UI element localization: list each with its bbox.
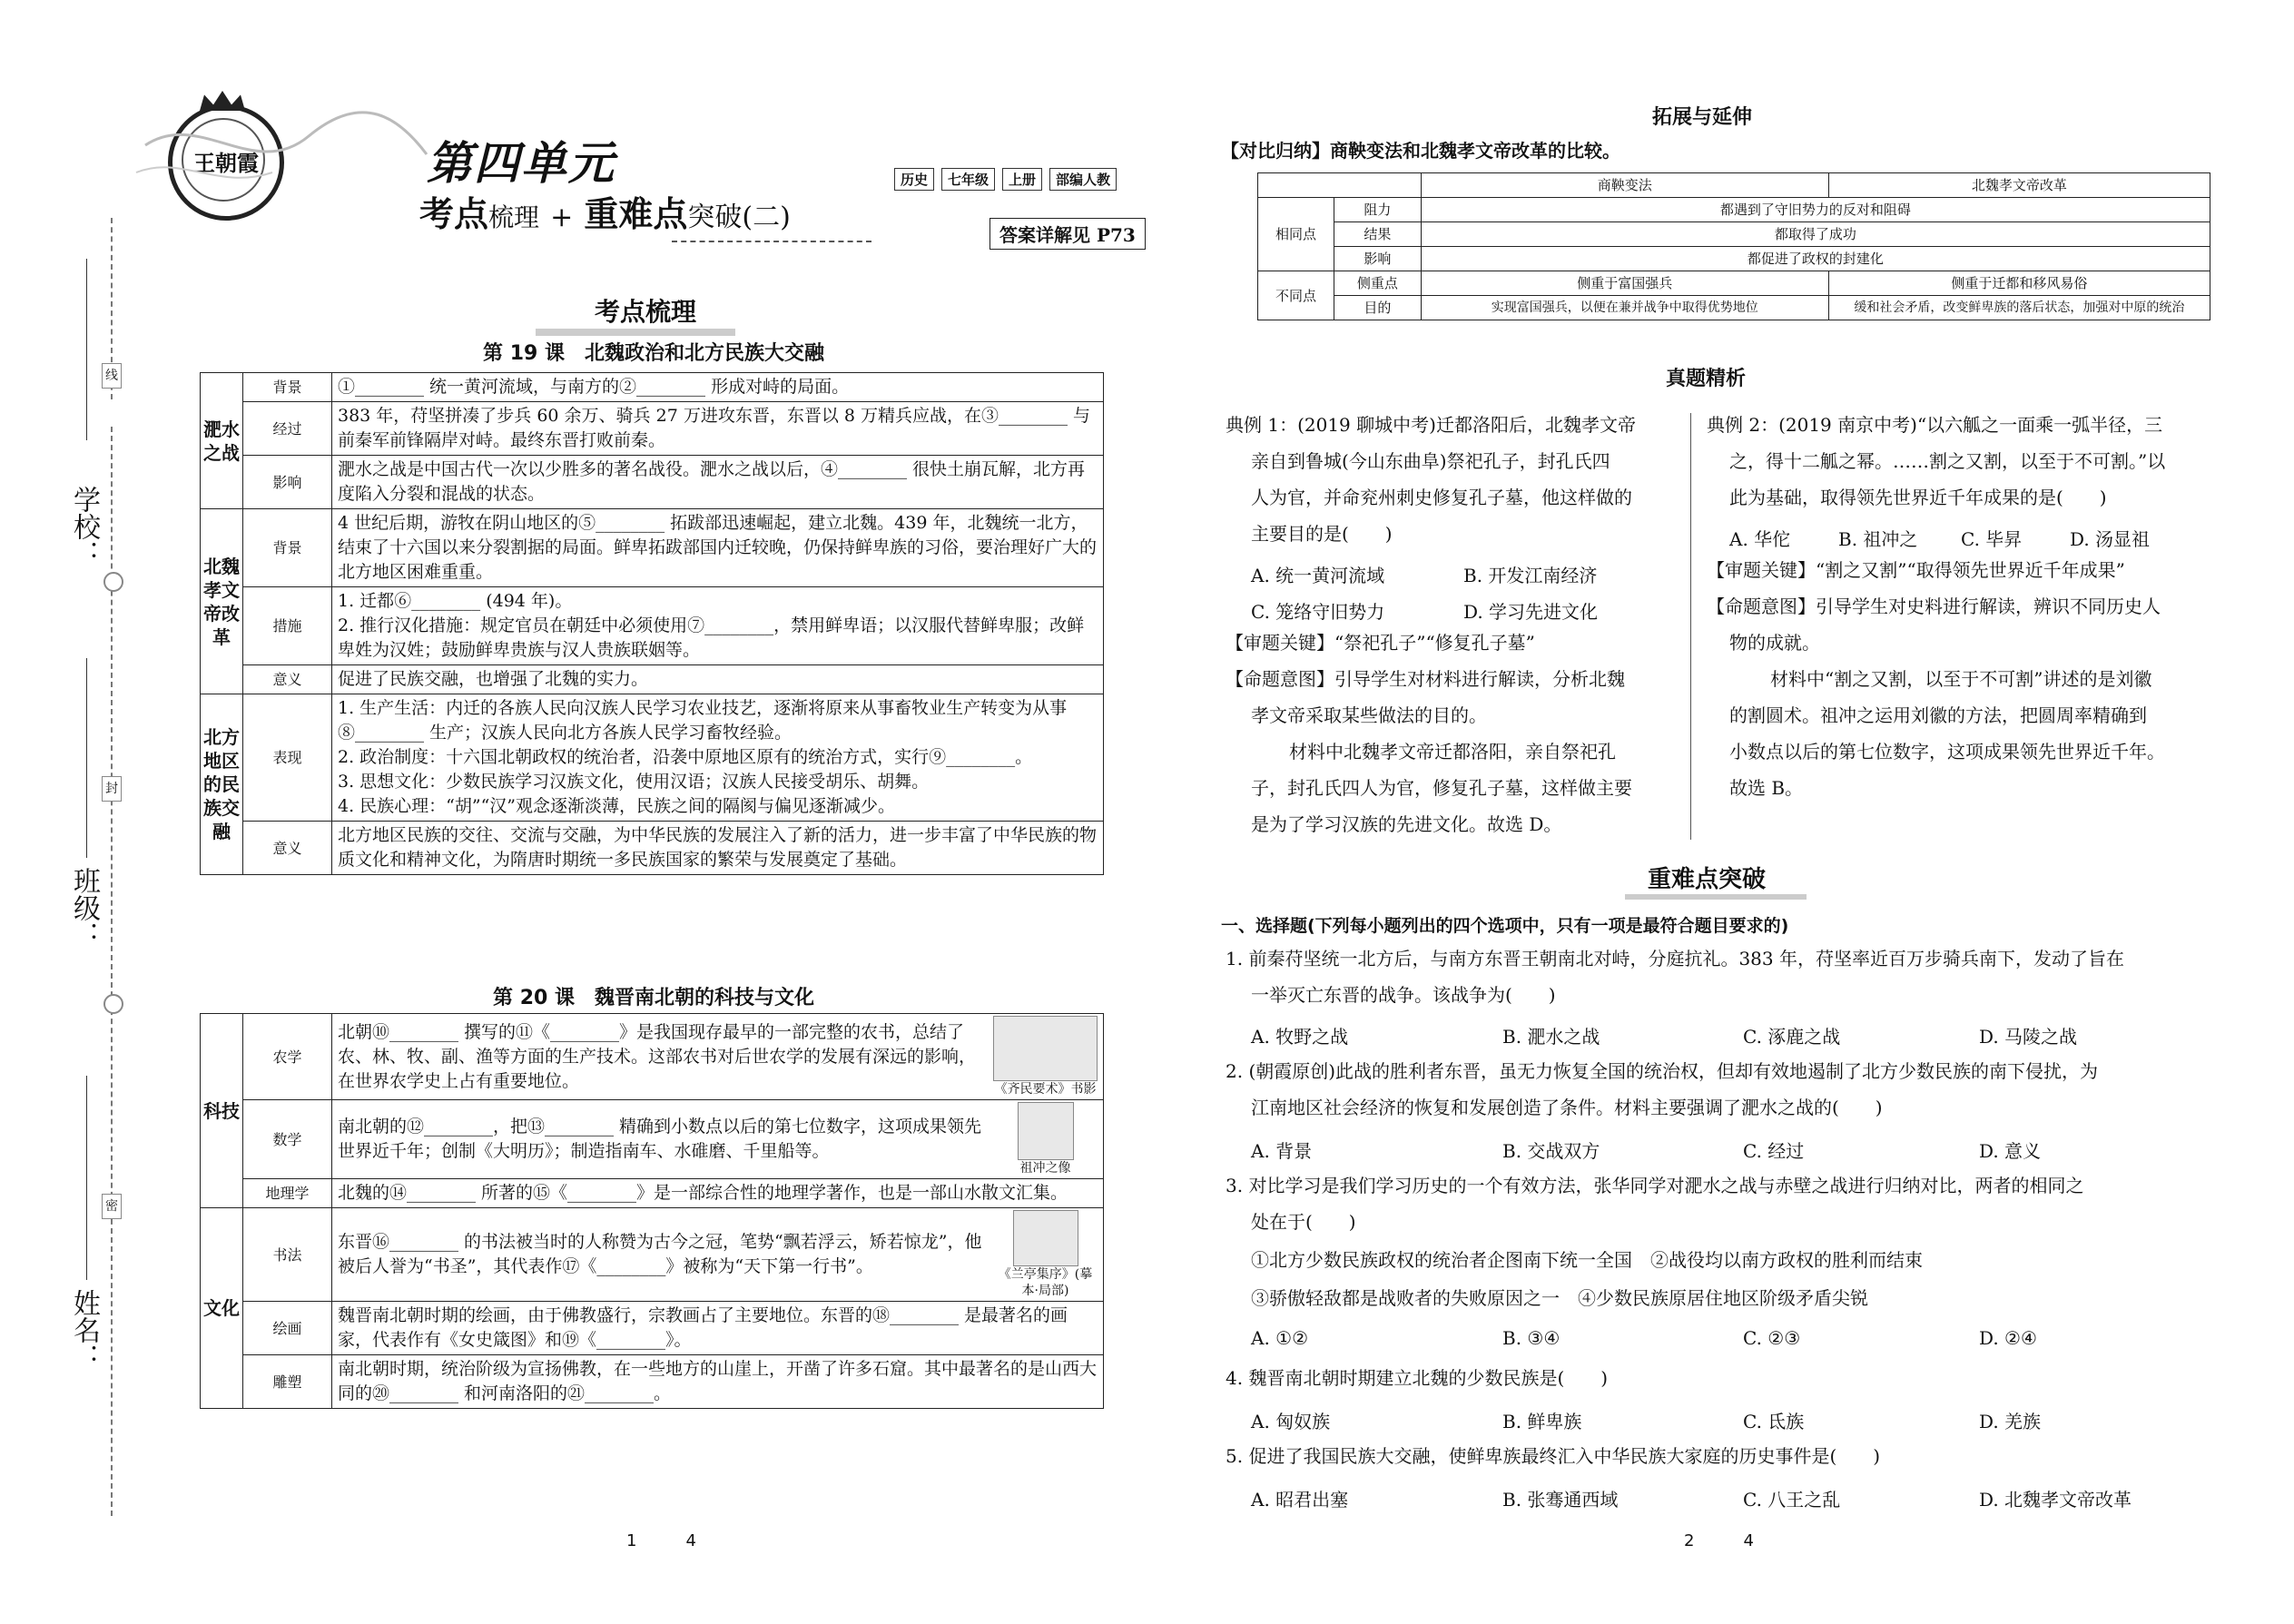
class-blank[interactable]: [86, 658, 87, 858]
table-row: [201, 509, 1104, 587]
table-row: [1258, 296, 2210, 320]
question-text: 4. 魏晋南北朝时期建立北魏的少数民族是( ): [1226, 1367, 1609, 1389]
answer-reference: 答案详解见 P73: [989, 218, 1146, 250]
table-row: [1258, 247, 2210, 271]
cell-text: 南北朝的⑫________，把⑬________ 精确到小数点以后的第七位数字，这项成果领先世界近千年；创制《大明历》；制造指南车、水碓磨、千里船等。: [338, 1117, 982, 1161]
subtitle-part: 重难点: [584, 193, 688, 234]
question-text: 5. 促进了我国民族大交融，使鲜卑族最终汇入中华民族大家庭的历史事件是( ): [1226, 1445, 1881, 1467]
option-b[interactable]: B. 开发江南经济: [1463, 565, 1598, 586]
zhongnan-underline: [1625, 894, 1807, 900]
sub-cell: 数学: [243, 1100, 332, 1179]
example-line: 此为基础，取得领先世界近千年成果的是( ): [1729, 487, 2107, 508]
table-row: [201, 402, 1104, 456]
content-cell: 淝水之战是中国古代一次以少胜多的著名战役。淝水之战以后，④________ 很快土崩瓦解，北方再度陷入分裂和混战的状态。: [332, 456, 1104, 509]
name-blank[interactable]: [86, 1076, 87, 1280]
compare-table: [1257, 172, 2210, 320]
example-line: 亲自到鲁城(今山东曲阜)祭祀孔子，封孔氏四: [1251, 450, 1610, 472]
school-blank[interactable]: [86, 259, 87, 440]
sub-cell: 雕塑: [243, 1355, 332, 1409]
sub-cell: 农学: [243, 1014, 332, 1100]
option-c[interactable]: C. 涿鹿之战: [1743, 1026, 1841, 1048]
table-row: [201, 587, 1104, 665]
header-cell: 北魏孝文帝改革: [1828, 173, 2210, 198]
content-cell: 促进了民族交融，也增强了北魏的实力。: [332, 665, 1104, 694]
sub-cell: 目的: [1334, 296, 1422, 320]
sub-cell: 表现: [243, 694, 332, 822]
option-d[interactable]: D. 意义: [1979, 1140, 2042, 1162]
question-text: 处在于( ): [1251, 1211, 1356, 1233]
table-row: [201, 1179, 1104, 1208]
option-c[interactable]: C. 经过: [1743, 1140, 1805, 1162]
example-line: 之，得十二觚之幂。……割之又割，以至于不可割。”以: [1729, 450, 2166, 472]
logo-text: 王朝霞: [193, 151, 259, 176]
group-cell: 不同点: [1258, 271, 1334, 320]
table-row: [1258, 198, 2210, 222]
binding-mark: 线: [102, 363, 122, 389]
group-cell: 北魏孝文帝改革: [201, 509, 243, 694]
table-row: [201, 1100, 1104, 1179]
content-cell: 魏晋南北朝时期的绘画，由于佛教盛行，宗教画占了主要地位。东晋的⑱________ 是最著名的画家，代表作有《女史箴图》和⑲《________》。: [332, 1302, 1104, 1355]
lesson-20-title: 第 20 课 魏晋南北朝的科技与文化: [493, 987, 814, 1009]
page-subtitle: [419, 186, 791, 236]
cell-text: 东晋⑯________ 的书法被当时的人称赞为古今之冠，笔势“飘若浮云，矫若惊龙”，他被后人誉为“书圣”，其代表作⑰《________》被称为“天下第一行书”。: [338, 1232, 982, 1276]
question-statements: ③骄傲轻敌都是战败者的失败原因之一 ④少数民族原居住地区阶级矛盾尖锐: [1251, 1287, 1868, 1309]
content-cell: 北魏的⑭________ 所著的⑮《________》是一部综合性的地理学著作，也是一部山水散文汇集。: [332, 1179, 1104, 1208]
calligraphy-image: [1013, 1210, 1078, 1266]
figure: [993, 1210, 1098, 1299]
exam-intent: 【命题意图】引导学生对史料进行解读，辨识不同历史人: [1707, 595, 2161, 617]
table-row: [201, 1355, 1104, 1409]
content-cell: 南北朝时期，统治阶级为宣扬佛教，在一些地方的山崖上，开凿了许多石窟。其中最著名的是山西大同的⑳________ 和河南洛阳的㉑________。: [332, 1355, 1104, 1409]
option-b[interactable]: B. 张骞通西域: [1502, 1489, 1619, 1511]
option-c[interactable]: C. 笼络守旧势力: [1251, 601, 1385, 623]
subtitle-underline: [672, 241, 871, 242]
subtitle-part: 梳理: [488, 202, 540, 232]
tag-label: 历史: [894, 168, 934, 191]
figure-caption: 《兰亭集序》(摹本·局部): [998, 1267, 1093, 1298]
exam-analysis: 小数点以后的第七位数字，这项成果领先世界近千年。: [1729, 741, 2165, 763]
ribbon-decoration-icon: [127, 91, 436, 200]
content-cell: 侧重于迁都和移风易俗: [1828, 271, 2210, 296]
exam-intent: 孝文帝采取某些做法的目的。: [1251, 704, 1487, 726]
zhenti-title: 真题精析: [1666, 368, 1747, 390]
exam-analysis: 材料中北魏孝文帝迁都洛阳，亲自祭祀孔: [1289, 741, 1616, 763]
question-text: 3. 对比学习是我们学习历史的一个有效方法，张华同学对淝水之战与赤壁之战进行归纳对比，两者的相同之: [1226, 1175, 2084, 1196]
column-divider: [1690, 413, 1691, 840]
content-cell: 北方地区民族的交往、交流与交融，为中华民族的发展注入了新的活力，进一步丰富了中华民族的物质文化和精神文化，为隋唐时期统一多民族国家的繁荣与发展奠定了基础。: [332, 822, 1104, 875]
section-title-kaodian: 考点梳理: [595, 297, 697, 327]
sub-cell: 意义: [243, 665, 332, 694]
option-c[interactable]: C. ②③: [1743, 1327, 1801, 1349]
table-row: [201, 373, 1104, 402]
table-row: [201, 822, 1104, 875]
exam-key: 【审题关键】“祭祀孔子”“修复孔子墓”: [1226, 632, 1535, 654]
class-label: 班级：: [68, 867, 100, 949]
option-d[interactable]: D. 汤显祖: [2070, 528, 2151, 550]
tag-label: 上册: [1002, 168, 1042, 191]
binding-mark: 封: [102, 776, 122, 802]
portrait-image: [1018, 1102, 1074, 1160]
exam-intent: 【命题意图】引导学生对材料进行解读，分析北魏: [1226, 668, 1625, 690]
option-d[interactable]: D. 北魏孝文帝改革: [1979, 1489, 2132, 1511]
table-row: [201, 1302, 1104, 1355]
option-a[interactable]: A. ①②: [1251, 1327, 1309, 1349]
page-number-left: 1 4: [626, 1531, 696, 1550]
group-cell: 北方地区的民族交融: [201, 694, 243, 875]
option-d[interactable]: D. 马陵之战: [1979, 1026, 2078, 1048]
subtitle-plus: +: [550, 202, 574, 233]
choice-section-header: 一、选择题(下列每小题列出的四个选项中，只有一项是最符合题目要求的): [1221, 916, 1789, 936]
option-d[interactable]: D. 羌族: [1979, 1411, 2042, 1432]
lesson-19-title: 第 19 课 北魏政治和北方民族大交融: [483, 342, 824, 365]
lesson-19-table: [200, 372, 1104, 875]
content-cell: 都促进了政权的封建化: [1421, 247, 2210, 271]
figure-caption: 《齐民要术》书影: [994, 1082, 1097, 1097]
group-cell: 淝水之战: [201, 373, 243, 509]
header-cell: 商鞅变法: [1421, 173, 1828, 198]
sub-cell: 侧重点: [1334, 271, 1422, 296]
content-cell: 实现富国强兵，以便在兼并战争中取得优势地位: [1421, 296, 1828, 320]
content-cell: 侧重于富国强兵: [1421, 271, 1828, 296]
option-b[interactable]: B. 鲜卑族: [1502, 1411, 1582, 1432]
option-b[interactable]: B. 祖冲之: [1838, 528, 1918, 550]
example-line: 典例 2：(2019 南京中考)“以六觚之一面乘一弧半径，三: [1707, 414, 2163, 436]
exam-analysis: 故选 B。: [1729, 777, 1804, 799]
option-a[interactable]: A. 牧野之战: [1251, 1026, 1349, 1048]
table-row: [201, 1014, 1104, 1100]
option-c[interactable]: C. 毕昇: [1961, 528, 2023, 550]
table-row: [201, 1208, 1104, 1302]
example-line: 主要目的是( ): [1251, 523, 1393, 545]
group-cell: 科技: [201, 1014, 243, 1208]
table-row: [1258, 222, 2210, 247]
binding-hole-icon: [103, 994, 123, 1014]
sub-cell: 背景: [243, 373, 332, 402]
option-a[interactable]: A. 统一黄河流域: [1251, 565, 1385, 586]
content-cell: 1. 生产生活：内迁的各族人民向汉族人民学习农业技艺，逐渐将原来从事畜牧业生产转变为从事⑧________ 生产；汉族人民向北方各族人民学习畜牧经验。 2. 政治制度：十六国北朝政权的统治者，沿袭中原地区原有的统治方式，实行⑨________。 3. 思想文化：少数民族学习汉族文化，使用汉语；汉族人民接受胡乐、胡舞。 4. 民族心理：“胡”“汉”观念逐渐淡薄，民族之间的隔阂与偏见逐渐减少。: [332, 694, 1104, 822]
lesson-20-table: [200, 1013, 1104, 1409]
sub-cell: 阻力: [1334, 198, 1422, 222]
sub-cell: 地理学: [243, 1179, 332, 1208]
table-row: [201, 665, 1104, 694]
sub-cell: 意义: [243, 822, 332, 875]
option-b[interactable]: B. 交战双方: [1502, 1140, 1600, 1162]
extension-title: 拓展与延伸: [1652, 106, 1753, 129]
content-cell: 都遇到了守旧势力的反对和阻碍: [1421, 198, 2210, 222]
section-title-underline: [536, 329, 735, 336]
table-row: [201, 456, 1104, 509]
content-cell: ①________ 统一黄河流域，与南方的②________ 形成对峙的局面。: [332, 373, 1104, 402]
tag-label: 七年级: [941, 168, 995, 191]
content-cell: [332, 1208, 1104, 1302]
sub-cell: 影响: [1334, 247, 1422, 271]
zhongnan-title: 重难点突破: [1648, 866, 1767, 893]
table-row: [1258, 271, 2210, 296]
figure-caption: 祖冲之像: [1019, 1161, 1071, 1176]
exam-analysis: 的割圆术。祖冲之运用刘徽的方法，把圆周率精确到: [1729, 704, 2147, 726]
binding-hole-icon: [103, 572, 123, 592]
content-cell: 都取得了成功: [1421, 222, 2210, 247]
content-cell: 383 年，苻坚拼凑了步兵 60 余万、骑兵 27 万进攻东晋，东晋以 8 万精兵应战，在③________ 与前秦军前锋隔岸对峙。最终东晋打败前秦。: [332, 402, 1104, 456]
sub-cell: 书法: [243, 1208, 332, 1302]
binding-mark: 密: [102, 1194, 122, 1219]
example-line: 人为官，并命兖州刺史修复孔子墓，他这样做的: [1251, 487, 1632, 508]
tag-label: 部编人教: [1049, 168, 1117, 191]
option-a[interactable]: A. 匈奴族: [1251, 1411, 1331, 1432]
corner-cell: [1258, 173, 1422, 198]
exam-key: 【审题关键】“割之又割”“取得领先世界近千年成果”: [1707, 559, 2125, 581]
exam-analysis: 材料中“割之又割，以至于不可割”讲述的是刘徽: [1770, 668, 2152, 690]
option-a[interactable]: A. 昭君出塞: [1251, 1489, 1349, 1511]
content-cell: [332, 1014, 1104, 1100]
cell-text: 北朝⑩________ 撰写的⑪《________》是我国现存最早的一部完整的农书，总结了农、林、牧、副、渔等方面的生产技术。这部农书对后世农学的发展有深远的影响，在世界农学史上占有重要地位。: [338, 1021, 977, 1091]
question-statements: ①北方少数民族政权的统治者企图南下统一全国 ②战役均以南方政权的胜利而结束: [1251, 1249, 1923, 1271]
option-a[interactable]: A. 背景: [1251, 1140, 1313, 1162]
table-row: [1258, 173, 2210, 198]
sub-cell: 背景: [243, 509, 332, 587]
sub-cell: 措施: [243, 587, 332, 665]
content-cell: 缓和社会矛盾，改变鲜卑族的落后状态，加强对中原的统治: [1828, 296, 2210, 320]
question-text: 1. 前秦苻坚统一北方后，与南方东晋王朝南北对峙，分庭抗礼。383 年，苻坚率近百万步骑兵南下，发动了旨在: [1226, 948, 2124, 969]
option-d[interactable]: D. ②④: [1979, 1327, 2037, 1349]
figure: [993, 1102, 1098, 1176]
exam-intent: 物的成就。: [1729, 632, 1820, 654]
option-b[interactable]: B. ③④: [1502, 1327, 1561, 1349]
group-cell: 文化: [201, 1208, 243, 1409]
exam-analysis: 子，封孔氏四人为官，修复孔子墓，这样做主要: [1251, 777, 1632, 799]
option-a[interactable]: A. 华佗: [1729, 528, 1791, 550]
table-row: [201, 694, 1104, 822]
group-cell: 相同点: [1258, 198, 1334, 271]
book-image: [993, 1016, 1098, 1081]
question-text: 一举灭亡东晋的战争。该战争为( ): [1251, 984, 1556, 1006]
sub-cell: 经过: [243, 402, 332, 456]
name-label: 姓名：: [68, 1289, 100, 1371]
sub-cell: 结果: [1334, 222, 1422, 247]
compare-label: 【对比归纳】商鞅变法和北魏孝文帝改革的比较。: [1221, 140, 1620, 162]
option-b[interactable]: B. 淝水之战: [1502, 1026, 1600, 1048]
page-number-right: 2 4: [1684, 1531, 1754, 1550]
content-cell: [332, 1100, 1104, 1179]
content-cell: 1. 迁都⑥________ (494 年)。 2. 推行汉化措施：规定官员在朝廷中必须使用⑦________，禁用鲜卑语；以汉服代替鲜卑服；改鲜卑姓为汉姓；鼓励鲜卑贵族与汉人贵族联姻等。: [332, 587, 1104, 665]
content-cell: 4 世纪后期，游牧在阴山地区的⑤________ 拓跋部迅速崛起，建立北魏。439 年，北魏统一北方，结束了十六国以来分裂割据的局面。鲜卑拓跋部国内迁较晚，仍保持鲜卑族的习俗，要治理好广大的北方地区困难重重。: [332, 509, 1104, 587]
school-label: 学校：: [68, 486, 100, 567]
tag-row: [894, 168, 1117, 191]
question-text: 2. (朝霞原创)此战的胜利者东晋，虽无力恢复全国的统治权，但却有效地遏制了北方少数民族的南下侵扰，为: [1226, 1060, 2099, 1082]
sub-cell: 影响: [243, 456, 332, 509]
option-c[interactable]: C. 氐族: [1743, 1411, 1805, 1432]
exam-analysis: 是为了学习汉族的先进文化。故选 D。: [1251, 813, 1562, 835]
option-d[interactable]: D. 学习先进文化: [1463, 601, 1599, 623]
subtitle-part: 突破(二): [687, 202, 791, 233]
subtitle-part: 考点: [419, 193, 489, 234]
unit-title: 第四单元: [427, 137, 615, 190]
example-line: 典例 1：(2019 聊城中考)迁都洛阳后，北魏孝文帝: [1226, 414, 1636, 436]
sub-cell: 绘画: [243, 1302, 332, 1355]
question-text: 江南地区社会经济的恢复和发展创造了条件。材料主要强调了淝水之战的( ): [1251, 1097, 1883, 1118]
figure: [993, 1016, 1098, 1097]
option-c[interactable]: C. 八王之乱: [1743, 1489, 1841, 1511]
